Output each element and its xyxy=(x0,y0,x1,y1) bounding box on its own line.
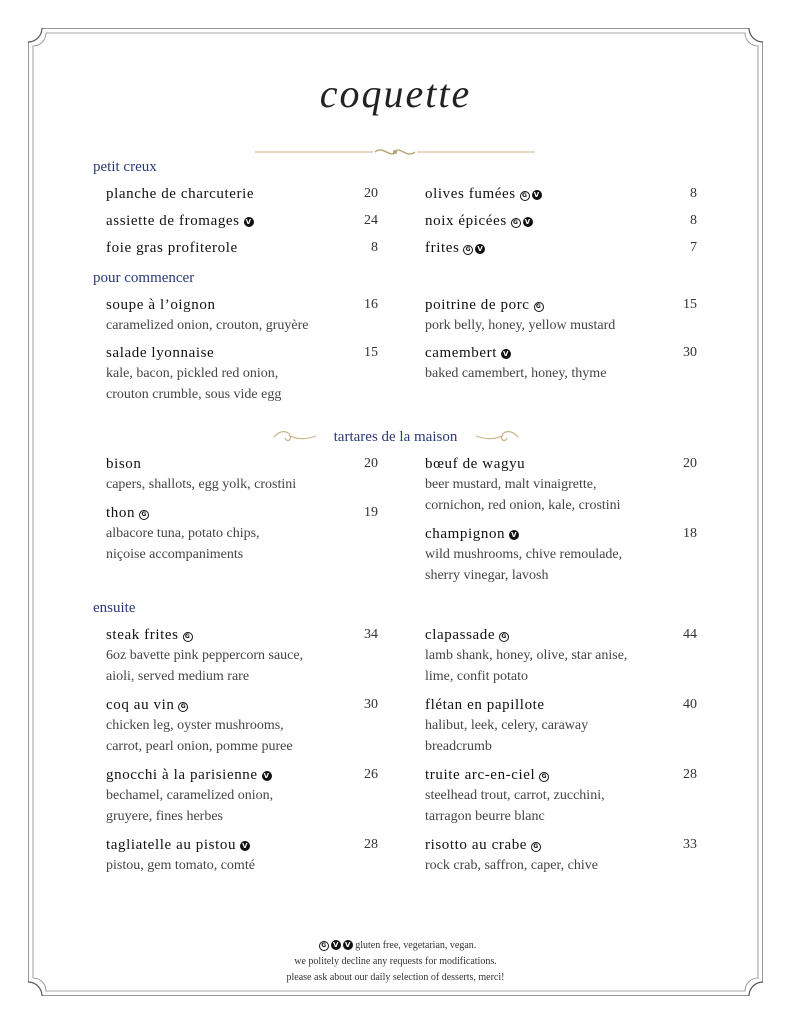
description-line: breadcrumb xyxy=(425,739,492,754)
description-line: caramelized onion, crouton, gruyère xyxy=(106,318,309,333)
modifications-note: we politely decline any requests for modifications. xyxy=(294,956,497,967)
menu-item-price: 30 xyxy=(683,345,697,360)
description-line: halibut, leek, celery, caraway xyxy=(425,718,589,733)
menu-item xyxy=(106,697,378,757)
menu-item-price: 8 xyxy=(690,186,697,201)
menu-item-description xyxy=(106,645,378,687)
vegan-icon: V xyxy=(533,191,540,199)
menu-item-name: flétan en papillote xyxy=(425,697,545,713)
menu-item-price: 19 xyxy=(364,505,378,520)
gluten-free-icon: G xyxy=(531,842,541,852)
description-line: cornichon, red onion, kale, crostini xyxy=(425,498,621,513)
menu-item xyxy=(106,297,378,336)
menu-item-description xyxy=(106,715,378,757)
menu-item-price: 28 xyxy=(364,837,378,852)
menu-item xyxy=(425,526,697,586)
menu-item-description xyxy=(106,363,378,405)
menu-item-price: 8 xyxy=(371,240,378,255)
menu-item xyxy=(425,297,697,336)
menu-item-price: 33 xyxy=(683,837,697,852)
menu-item-name: foie gras profiterole xyxy=(106,240,238,256)
vegetarian-icon: V xyxy=(242,842,249,850)
vegetarian-icon: V xyxy=(331,940,341,950)
menu-item-name: poitrine de porc G xyxy=(425,297,697,314)
dietary-legend: G V V gluten free, vegetarian, vegan. xyxy=(0,938,791,954)
menu-item-price: 40 xyxy=(683,697,697,712)
gold-divider-ornament xyxy=(255,145,535,159)
description-line: albacore tuna, potato chips, xyxy=(106,526,260,541)
menu-item-description xyxy=(425,363,697,384)
gluten-free-icon: G xyxy=(463,245,473,255)
vegetarian-icon: V xyxy=(503,350,510,358)
menu-item xyxy=(106,837,378,876)
gluten-free-icon: G xyxy=(499,632,509,642)
menu-item-price: 30 xyxy=(364,697,378,712)
gluten-free-icon: G xyxy=(511,218,521,228)
gluten-free-icon: G xyxy=(534,302,544,312)
gluten-free-icon: G xyxy=(539,772,549,782)
desserts-note: please ask about our daily selection of desserts, merci! xyxy=(286,972,505,983)
menu-item-name: truite arc-en-ciel G xyxy=(425,767,697,784)
menu-item xyxy=(425,213,697,230)
description-line: beer mustard, malt vinaigrette, xyxy=(425,477,597,492)
description-line: wild mushrooms, chive remoulade, xyxy=(425,547,623,562)
gluten-free-icon: G xyxy=(178,702,188,712)
menu-item-name: risotto au crabe G xyxy=(425,837,697,854)
menu-item-name: coq au vin G xyxy=(106,697,378,714)
vegetarian-icon: V xyxy=(263,772,270,780)
menu-item xyxy=(425,837,697,876)
menu-item xyxy=(425,456,697,516)
menu-item-price: 26 xyxy=(364,767,378,782)
description-line: crouton crumble, sous vide egg xyxy=(106,387,282,402)
menu-item-price: 15 xyxy=(683,297,697,312)
menu-footer xyxy=(0,938,791,986)
menu-item-description xyxy=(425,645,697,687)
right-swirl-ornament xyxy=(474,430,520,444)
menu-item-price: 34 xyxy=(364,627,378,642)
description-line: tarragon beurre blanc xyxy=(425,809,545,824)
menu-item-price: 18 xyxy=(683,526,697,541)
menu-item-price: 20 xyxy=(364,186,378,201)
description-line: pistou, gem tomato, comté xyxy=(106,858,255,873)
menu-item-description xyxy=(425,855,697,876)
menu-item-name: tagliatelle au pistou V xyxy=(106,837,249,853)
menu-item-price: 16 xyxy=(364,297,378,312)
description-line: rock crab, saffron, caper, chive xyxy=(425,858,598,873)
menu-item-price: 28 xyxy=(683,767,697,782)
menu-item-name: camembert V xyxy=(425,345,510,361)
menu-item xyxy=(106,767,378,827)
menu-item-name: soupe à l’oignon xyxy=(106,297,216,313)
menu-item xyxy=(425,627,697,687)
menu-item-description xyxy=(106,855,378,876)
menu-item-price: 44 xyxy=(683,627,697,642)
menu-item-price: 20 xyxy=(683,456,697,471)
menu-item-name: gnocchi à la parisienne V xyxy=(106,767,270,783)
menu-item-name: bœuf de wagyu xyxy=(425,456,526,472)
menu-item-price: 15 xyxy=(364,345,378,360)
menu-item-description xyxy=(425,315,697,336)
restaurant-logo: coquette xyxy=(319,71,472,116)
description-line: 6oz bavette pink peppercorn sauce, xyxy=(106,648,304,663)
vegetarian-icon: V xyxy=(511,531,518,539)
menu-item-description xyxy=(106,474,378,495)
menu-item-price: 8 xyxy=(690,213,697,228)
vegetarian-icon: V xyxy=(245,218,252,226)
description-line: kale, bacon, pickled red onion, xyxy=(106,366,279,381)
menu-item-description xyxy=(425,715,697,757)
menu-item xyxy=(425,240,697,257)
description-line: baked camembert, honey, thyme xyxy=(425,366,607,381)
menu-item-name: champignon V xyxy=(425,526,518,542)
menu-item-price: 24 xyxy=(364,213,378,228)
section-title-tartares: tartares de la maison xyxy=(333,429,458,445)
description-line: capers, shallots, egg yolk, crostini xyxy=(106,477,297,492)
menu-item-name: olives fumées G V xyxy=(425,186,540,202)
description-line: carrot, pearl onion, pomme puree xyxy=(106,739,293,754)
menu-item xyxy=(106,627,378,687)
description-line: chicken leg, oyster mushrooms, xyxy=(106,718,284,733)
menu-item xyxy=(106,213,378,230)
menu-item-name: salade lyonnaise xyxy=(106,345,215,361)
description-line: lime, confit potato xyxy=(425,669,529,684)
menu-item-description xyxy=(106,785,378,827)
menu-item-name: clapassade G xyxy=(425,627,697,644)
section-title-ensuite: ensuite xyxy=(93,600,136,616)
menu-item-name: bison xyxy=(106,456,142,472)
menu-item-description xyxy=(106,315,378,336)
gluten-free-icon: G xyxy=(139,510,149,520)
menu-item-price: 20 xyxy=(364,456,378,471)
menu-item-name: frites G V xyxy=(425,240,484,256)
section-title-pour-commencer: pour commencer xyxy=(93,270,195,286)
menu-item xyxy=(106,240,378,257)
gluten-free-icon: G xyxy=(520,191,530,201)
description-line: lamb shank, honey, olive, star anise, xyxy=(425,648,628,663)
menu-item xyxy=(106,505,378,565)
menu-item-name: thon G xyxy=(106,505,378,522)
menu-item xyxy=(425,186,697,203)
menu-item xyxy=(106,345,378,405)
menu-item xyxy=(425,697,697,757)
gluten-free-icon: G xyxy=(183,632,193,642)
description-line: aioli, served medium rare xyxy=(106,669,250,684)
menu-item-name: noix épicées G V xyxy=(425,213,531,229)
menu-item-name: steak frites G xyxy=(106,627,378,644)
menu-item-name: planche de charcuterie xyxy=(106,186,255,202)
menu-item-price: 7 xyxy=(690,240,697,255)
description-line: bechamel, caramelized onion, xyxy=(106,788,274,803)
menu-item xyxy=(106,186,378,203)
gluten-free-icon: G xyxy=(319,941,329,951)
menu-item xyxy=(106,456,378,495)
description-line: gruyere, fines herbes xyxy=(106,809,224,824)
description-line: pork belly, honey, yellow mustard xyxy=(425,318,616,333)
menu-item-description xyxy=(425,785,697,827)
description-line: steelhead trout, carrot, zucchini, xyxy=(425,788,605,803)
description-line: niçoise accompaniments xyxy=(106,547,244,562)
menu-item-description xyxy=(425,474,697,516)
vegan-icon: V xyxy=(524,218,531,226)
menu-item-description xyxy=(425,544,697,586)
menu-item xyxy=(425,767,697,827)
vegan-icon: V xyxy=(477,245,484,253)
menu-item xyxy=(425,345,697,384)
menu-item-name: assiette de fromages V xyxy=(106,213,252,229)
vegan-icon: V xyxy=(343,940,353,950)
section-title-petit-creux: petit creux xyxy=(93,159,157,175)
menu-item-description xyxy=(106,523,378,565)
description-line: sherry vinegar, lavosh xyxy=(425,568,549,583)
